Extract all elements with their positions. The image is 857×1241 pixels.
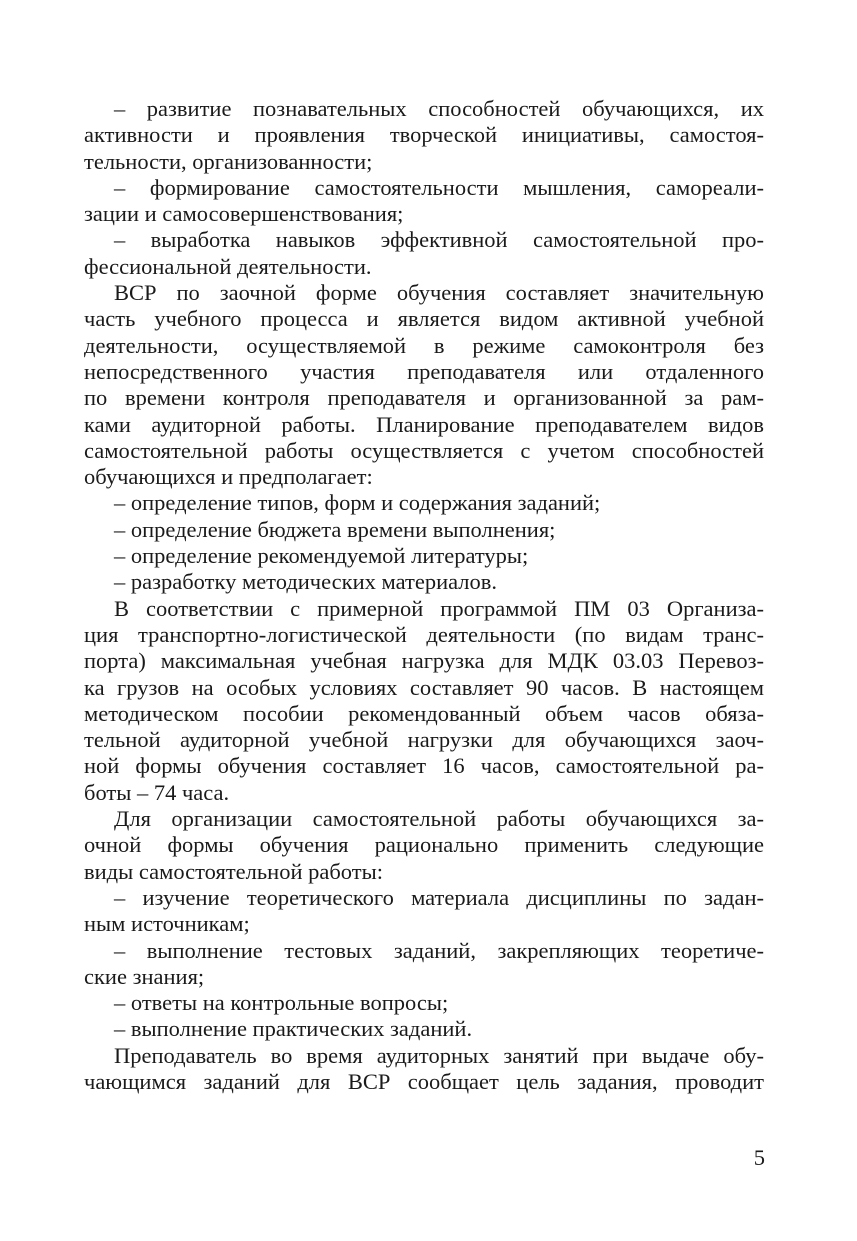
text-line: виды самостоятельной работы: [84, 858, 383, 884]
text-line: боты – 74 часа. [84, 779, 230, 805]
text-line: – ответы на контрольные вопросы; [114, 990, 449, 1016]
text-line: – разработку методических материалов. [114, 569, 498, 595]
text-line: – выполнение тестовых заданий, закрепляющих теоретиче- [114, 937, 764, 963]
text-line: В соответствии с примерной программой ПМ 03 Организа- [114, 595, 764, 621]
text-line: ками аудиторной работы. Планирование преподавателем видов [84, 411, 764, 437]
text-line: Для организации самостоятельной работы обучающихся за- [114, 806, 764, 832]
text-line: тельной аудиторной учебной нагрузки для обучающихся заоч- [84, 727, 764, 753]
text-line: активности и проявления творческой инициативы, самостоя- [84, 122, 764, 148]
text-line: очной формы обучения рационально применить следующие [84, 832, 764, 858]
text-line: обучающихся и предполагает: [84, 464, 373, 490]
text-line: деятельности, осуществляемой в режиме самоконтроля без [84, 332, 764, 358]
text-line: часть учебного процесса и является видом активной учебной [84, 306, 764, 332]
text-line: ной формы обучения составляет 16 часов, самостоятельной ра- [84, 753, 764, 779]
text-line: Преподаватель во время аудиторных занятий при выдаче обу- [114, 1042, 764, 1068]
body-text [84, 96, 764, 1095]
text-line: порта) максимальная учебная нагрузка для МДК 03.03 Перевоз- [84, 648, 764, 674]
text-line: – развитие познавательных способностей обучающихся, их [114, 96, 764, 121]
text-line: ным источникам; [84, 911, 250, 937]
text-line: – определение бюджета времени выполнения; [114, 516, 556, 542]
text-line: тельности, организованности; [84, 148, 373, 174]
text-line: зации и самосовершенствования; [84, 201, 404, 227]
text-line: – выработка навыков эффективной самостоятельной про- [114, 227, 764, 253]
text-line: фессиональной деятельности. [84, 253, 372, 279]
text-line: – формирование самостоятельности мышления, самореали- [114, 174, 764, 200]
text-line: – определение типов, форм и содержания заданий; [114, 490, 601, 516]
text-line: чающимся заданий для ВСР сообщает цель задания, проводит [84, 1068, 764, 1094]
text-line: методическом пособии рекомендованный объем часов обяза- [84, 700, 764, 726]
text-line: по времени контроля преподавателя и организованной за рам- [84, 385, 764, 411]
text-line: непосредственного участия преподавателя или отдаленного [84, 358, 764, 384]
text-line: ВСР по заочной форме обучения составляет значительную [114, 280, 764, 306]
text-line: – выполнение практических заданий. [114, 1016, 473, 1042]
text-line: самостоятельной работы осуществляется с учетом способностей [84, 437, 764, 463]
page-number: 5 [753, 1145, 765, 1170]
text-line: ция транспортно-логистической деятельности (по видам транс- [84, 621, 764, 647]
text-line: – изучение теоретического материала дисциплины по задан- [114, 884, 764, 910]
text-line: ские знания; [84, 963, 205, 989]
text-line: – определение рекомендуемой литературы; [114, 543, 529, 569]
text-line: ка грузов на особых условиях составляет 90 часов. В настоящем [84, 674, 764, 700]
